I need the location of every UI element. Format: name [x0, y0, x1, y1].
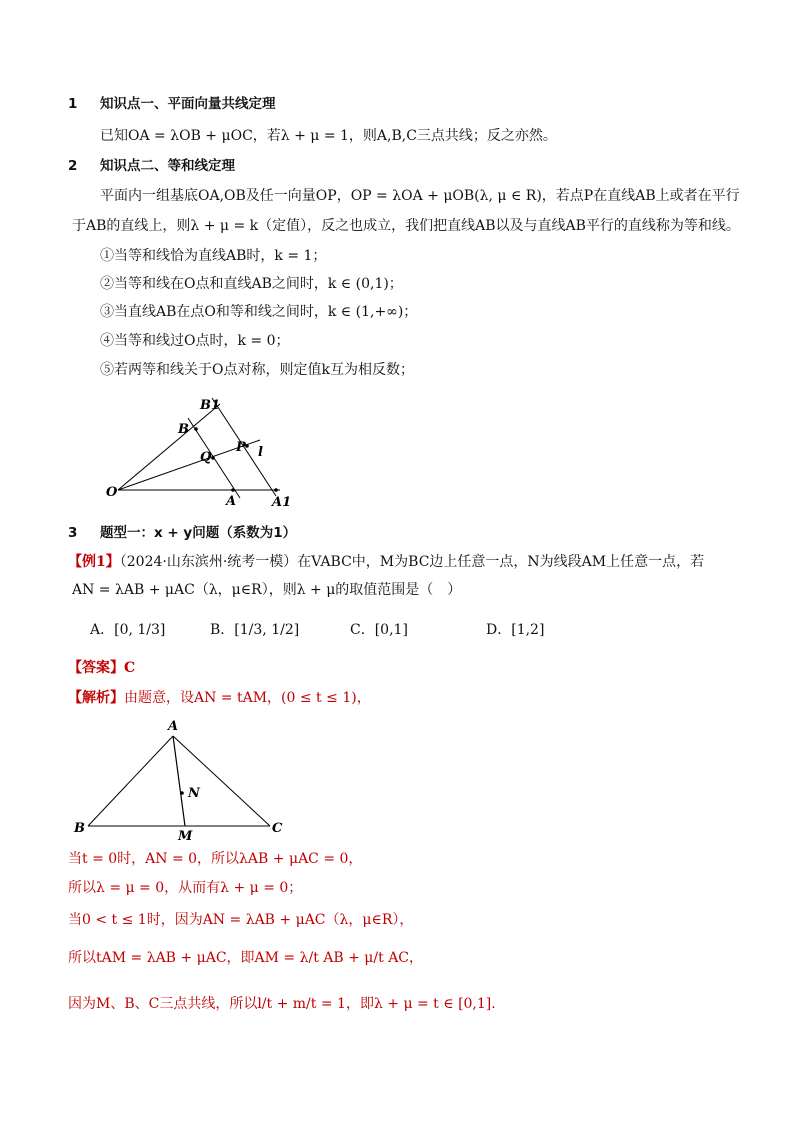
point-A — [231, 488, 235, 492]
point-A1 — [274, 488, 278, 492]
point-N — [180, 791, 184, 795]
section-2-item-2: ②当等和线在O点和直线AB之间时，k ∈ (0,1)； — [100, 276, 403, 292]
analysis-line-5: 所以tAM = λAB + μAC，即AM = λ/t AB + μ/t AC， — [68, 950, 424, 966]
example-tag: 【例1】 — [68, 554, 120, 570]
section-number: 2 — [68, 158, 78, 174]
label-P: P — [236, 440, 246, 455]
label-B1: B1 — [200, 398, 221, 413]
option-text: [0, 1/3] — [114, 622, 166, 638]
option-c — [350, 620, 408, 640]
option-text: [0,1] — [374, 622, 408, 638]
label-C: C — [272, 821, 283, 836]
label-O: O — [106, 485, 118, 500]
label-Q: Q — [200, 450, 212, 465]
option-a — [90, 620, 165, 640]
option-letter: B． — [210, 622, 235, 638]
line-OB1 — [118, 404, 220, 490]
label-l: l — [258, 445, 263, 460]
option-letter: A． — [90, 622, 115, 638]
side-AC — [173, 736, 270, 826]
section-2-line-2: 于AB的直线上，则λ + μ = k（定值），反之也成立，我们把直线AB以及与直线AB平行的直线称为等和线。 — [72, 218, 740, 234]
section-title: 题型一：x + y问题（系数为1） — [100, 525, 297, 541]
figure-equal-sum-lines — [100, 390, 300, 512]
example-line-1 — [68, 552, 704, 572]
section-1-heading — [68, 94, 276, 114]
option-d — [486, 620, 544, 640]
option-b — [210, 620, 299, 640]
section-title: 知识点一、平面向量共线定理 — [100, 96, 276, 112]
option-text: [1,2] — [511, 622, 545, 638]
section-2-item-5: ⑤若两等和线关于O点对称，则定值k互为相反数； — [100, 362, 414, 378]
section-1-line-1: 已知OA = λOB + μOC，若λ + μ = 1，则A,B,C三点共线；反之亦然。 — [100, 128, 557, 144]
label-N: N — [188, 786, 200, 801]
section-3-heading — [68, 523, 296, 543]
label-A: A — [226, 494, 237, 509]
label-B: B — [178, 422, 189, 437]
option-letter: C． — [350, 622, 375, 638]
section-title: 知识点二、等和线定理 — [100, 158, 235, 174]
example-line-2: AN = λAB + μAC（λ，μ∈R），则λ + μ的取值范围是（ ） — [72, 582, 462, 598]
side-AB — [88, 736, 173, 826]
analysis-intro: 由题意，设AN = tAM，(0 ≤ t ≤ 1)， — [124, 690, 371, 706]
segment-AM — [173, 736, 185, 826]
section-number: 3 — [68, 525, 78, 541]
label-A: A — [168, 719, 179, 734]
option-text: [1/3, 1/2] — [234, 622, 300, 638]
analysis-line-1 — [68, 688, 371, 708]
figure-triangle-abc — [70, 716, 290, 841]
answer-line — [68, 658, 135, 678]
section-2-heading — [68, 156, 235, 176]
analysis-line-2: 当t = 0时，AN = 0，所以λAB + μAC = 0， — [68, 851, 363, 867]
section-2-item-1: ①当等和线恰为直线AB时，k = 1； — [100, 248, 327, 264]
analysis-line-6: 因为M、B、C三点共线，所以l/t + m/t = 1，即λ + μ = t ∈ [0,1]. — [68, 996, 496, 1012]
section-number: 1 — [68, 96, 78, 112]
option-letter: D． — [486, 622, 512, 638]
section-2-item-3: ③当直线AB在点O和等和线之间时，k ∈ (1,+∞)； — [100, 304, 418, 320]
label-M: M — [178, 829, 193, 841]
section-2-item-4: ④当等和线过O点时，k = 0； — [100, 333, 290, 349]
label-A1: A1 — [272, 495, 292, 510]
point-B — [194, 427, 198, 431]
label-B: B — [74, 821, 85, 836]
analysis-line-3: 所以λ = μ = 0，从而有λ + μ = 0； — [68, 880, 303, 896]
answer-tag: 【答案】 — [68, 660, 124, 676]
point-Q — [211, 456, 215, 460]
analysis-tag: 【解析】 — [68, 690, 124, 706]
analysis-line-4: 当0 < t ≤ 1时，因为AN = λAB + μAC（λ，μ∈R）， — [68, 912, 414, 928]
answer-value: C — [124, 660, 136, 676]
example-text: （2024·山东滨州·统考一模）在VABC中，M为BC边上任意一点，N为线段AM上任意一点，若 — [119, 554, 705, 570]
section-2-line-1: 平面内一组基底OA,OB及任一向量OP，OP = λOA + μOB(λ, μ ∈ R)，若点P在直线AB上或者在平行 — [100, 188, 740, 204]
